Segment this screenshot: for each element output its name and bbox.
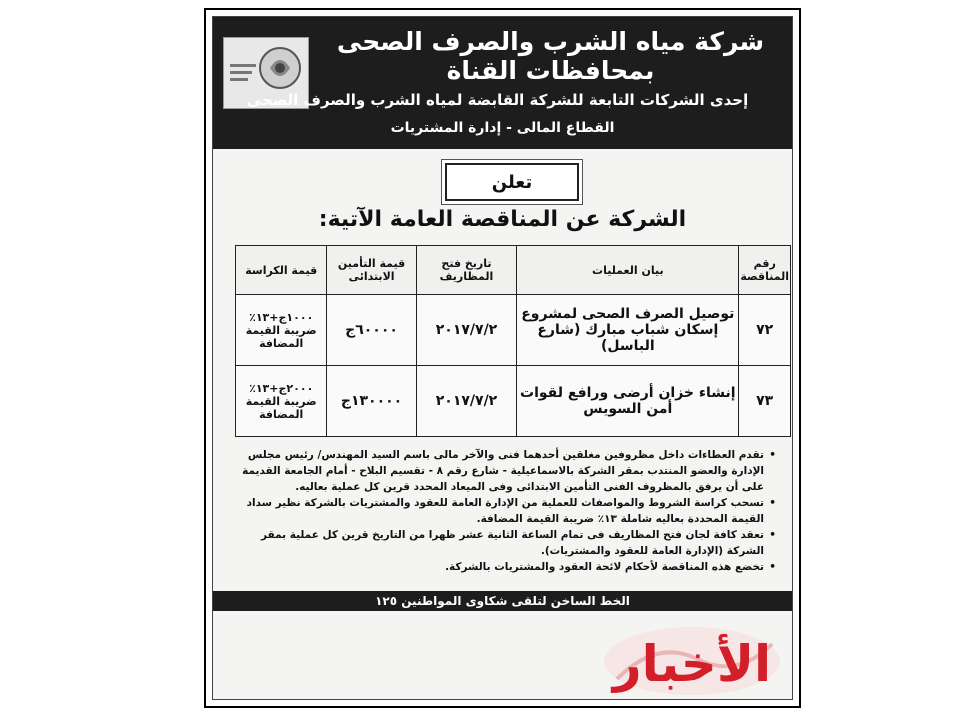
terms-list [233, 447, 776, 575]
tender-no: ٧٢ [739, 295, 791, 366]
insurance-value: ١٣٠٠٠٠ج [327, 366, 416, 437]
tender-title: الشركة عن المناقصة العامة الآتية: [318, 207, 687, 232]
table-header-row [236, 246, 791, 295]
company-name: شركة مياه الشرب والصرف الصحى بمحافظات القناة [336, 27, 765, 85]
open-date: ٢٠١٧/٧/٢ [416, 295, 517, 366]
booklet-fee: ٢٠٠٠ج+١٣٪ ضريبة القيمة المضافة [236, 366, 327, 437]
svg-text:الأخبار: الأخبار [612, 635, 772, 693]
terms-item: • تعقد كافة لجان فتح المظاريف فى تمام الساعة الثانية عشر ظهرا من التاريخ قرين كل عملية بمقر الشركة (الإدارة العامة للعقود والمشتريات). [261, 529, 776, 557]
terms-item: • تقدم العطاءات داخل مظروفين مغلقين أحدهما فنى والآخر مالى باسم السيد المهندس/ رئيس مجلس الإدارة والعضو المنتدب بمقر الشركة بالاسماعيلية - شارع رقم ٨ - تقسيم البلاح - أمام الجامعة القديمة على أن يرفق بالمظروف الفنى التأمين الابتدائى وفى الميعاد المحدد قرين كل عملية بعاليه. [242, 449, 776, 493]
col-tender-no: رقم المناقصة [739, 246, 791, 295]
operation-description: إنشاء خزان أرضى ورافع لقوات أمن السويس [517, 366, 739, 437]
terms-item: • تسحب كراسة الشروط والمواصفات للعملية من الإدارة العامة للعقود والمشتريات بالشركة نظير سداد القيمة المحددة بعاليه شاملة ١٣٪ ضريبة القيمة المضافة. [246, 497, 776, 525]
announce-label: تعلن [491, 171, 533, 193]
announcement-page [212, 16, 793, 700]
col-insurance: قيمة التأمين الابتدائى [327, 246, 416, 295]
newspaper-masthead-logo [597, 619, 787, 700]
announce-box [445, 163, 579, 201]
insurance-value: ٦٠٠٠٠ج [327, 295, 416, 366]
hotline-banner: الخط الساخن لتلقى شكاوى المواطنين ١٢٥ [213, 591, 792, 611]
terms-item: • تخضع هذه المناقصة لأحكام لائحة العقود والمشتريات بالشركة. [445, 561, 776, 573]
holding-subtitle: إحدى الشركات التابعة للشركة القابضة لمياه الشرب والصرف الصحى [246, 91, 749, 109]
tenders-table [235, 245, 791, 437]
clipping-frame [204, 8, 801, 708]
table-row [236, 295, 791, 366]
col-operations: بيان العمليات [517, 246, 739, 295]
department-line: القطاع المالى - إدارة المشتريات [390, 120, 615, 136]
open-date: ٢٠١٧/٧/٢ [416, 366, 517, 437]
booklet-fee: ١٠٠٠ج+١٣٪ ضريبة القيمة المضافة [236, 295, 327, 366]
operation-description: توصيل الصرف الصحى لمشروع إسكان شباب مبارك (شارع الباسل) [517, 295, 739, 366]
col-booklet-fee: قيمة الكراسة [236, 246, 327, 295]
col-open-date: تاريخ فتح المظاريف [416, 246, 517, 295]
tender-no: ٧٣ [739, 366, 791, 437]
table-row [236, 366, 791, 437]
announcement-header [213, 17, 792, 149]
